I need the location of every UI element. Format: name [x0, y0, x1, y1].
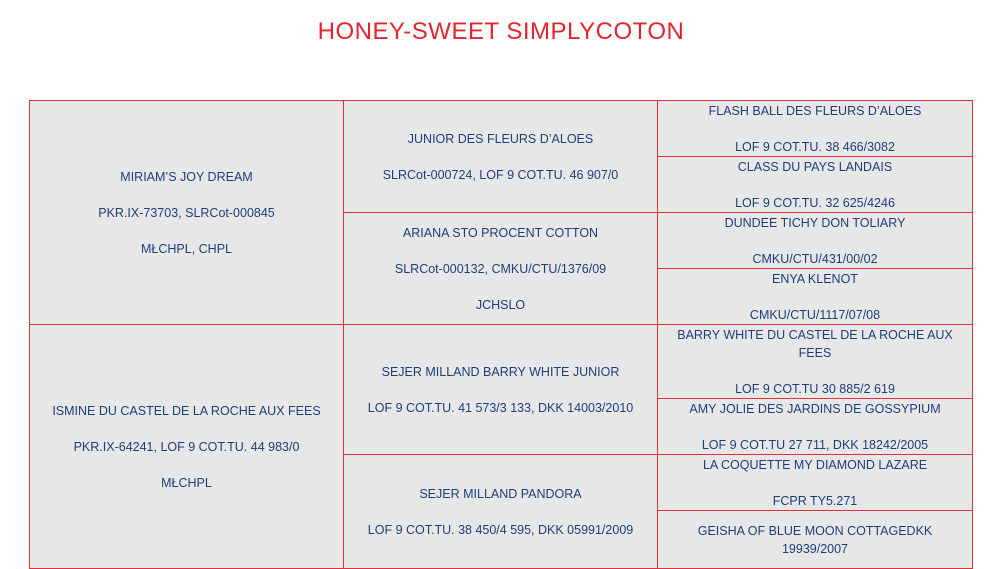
- dam-titles: MŁCHPL: [161, 475, 212, 490]
- dam-registration: PKR.IX-64241, LOF 9 COT.TU. 44 983/0: [73, 439, 300, 454]
- ancestor-name: ENYA KLENOT: [772, 272, 858, 286]
- sire-sire-cell: [344, 101, 658, 213]
- sire-cell: [30, 101, 344, 325]
- ancestor-name: GEISHA OF BLUE MOON COTTAGEDKK: [697, 523, 933, 538]
- dam-sire-cell: [344, 325, 658, 455]
- ancestor-name: BARRY WHITE DU CASTEL DE LA ROCHE AUX FEES: [677, 328, 953, 360]
- ancestor-cell: [658, 455, 973, 511]
- sire-dam-titles: JCHSLO: [475, 297, 526, 312]
- dam-dam-registration: LOF 9 COT.TU. 38 450/4 595, DKK 05991/2009: [367, 522, 634, 537]
- dam-sire-registration: LOF 9 COT.TU. 41 573/3 133, DKK 14003/2010: [367, 400, 634, 415]
- sire-name: MIRIAM’S JOY DREAM: [120, 169, 253, 184]
- ancestor-registration: FCPR TY5.271: [772, 494, 858, 508]
- ancestor-registration: LOF 9 COT.TU. 32 625/4246: [735, 196, 895, 210]
- ancestor-registration: CMKU/CTU/431/00/02: [752, 252, 878, 266]
- ancestor-name: DUNDEE TICHY DON TOLIARY: [724, 216, 906, 230]
- ancestor-name: FLASH BALL DES FLEURS D’ALOES: [708, 104, 922, 118]
- page-title: HONEY-SWEET SIMPLYCOTON: [317, 18, 685, 45]
- dam-dam-name: SEJER MILLAND PANDORA: [419, 486, 582, 501]
- sire-dam-name: ARIANA STO PROCENT COTTON: [402, 225, 599, 240]
- ancestor-name: LA COQUETTE MY DIAMOND LAZARE: [702, 458, 928, 472]
- dam-cell: [30, 325, 344, 569]
- dam-sire-name: SEJER MILLAND BARRY WHITE JUNIOR: [381, 364, 620, 379]
- ancestor-registration: CMKU/CTU/1117/07/08: [749, 308, 881, 322]
- sire-sire-name: JUNIOR DES FLEURS D’ALOES: [407, 131, 594, 146]
- ancestor-cell: [658, 399, 973, 455]
- dam-name: ISMINE DU CASTEL DE LA ROCHE AUX FEES: [52, 403, 321, 418]
- sire-sire-registration: SLRCot-000724, LOF 9 COT.TU. 46 907/0: [382, 167, 619, 182]
- dam-dam-cell: [344, 455, 658, 569]
- ancestor-cell: [658, 213, 973, 269]
- ancestor-registration: LOF 9 COT.TU 30 885/2 619: [735, 382, 895, 396]
- ancestor-registration: 19939/2007: [781, 541, 849, 556]
- ancestor-cell: [658, 157, 973, 213]
- sire-titles: MŁCHPL, CHPL: [141, 241, 232, 256]
- sire-dam-registration: SLRCot-000132, CMKU/CTU/1376/09: [394, 261, 607, 276]
- ancestor-registration: LOF 9 COT.TU 27 711, DKK 18242/2005: [701, 438, 929, 452]
- ancestor-name: AMY JOLIE DES JARDINS DE GOSSYPIUM: [689, 402, 941, 416]
- ancestor-cell: [658, 511, 973, 569]
- pedigree-table: [29, 100, 973, 569]
- ancestor-name: CLASS DU PAYS LANDAIS: [737, 160, 893, 174]
- sire-registration: PKR.IX-73703, SLRCot-000845: [98, 205, 275, 220]
- ancestor-cell: [658, 269, 973, 325]
- ancestor-cell: [658, 325, 973, 399]
- ancestor-cell: [658, 101, 973, 157]
- ancestor-registration: LOF 9 COT.TU. 38 466/3082: [735, 140, 895, 154]
- sire-dam-cell: [344, 213, 658, 325]
